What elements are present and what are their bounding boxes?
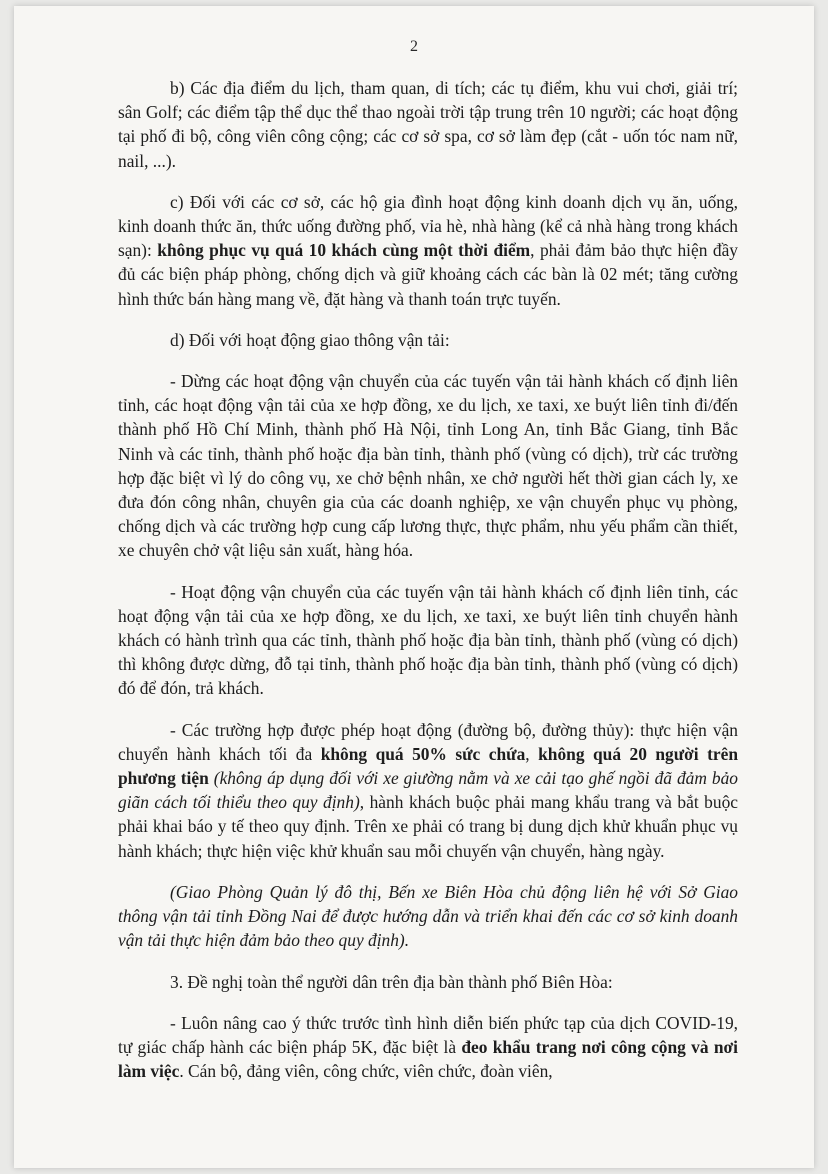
paragraph-d2: - Hoạt động vận chuyển của các tuyến vận tải hành khách cố định liên tỉnh, các hoạt động vận tải của xe hợp đồng, xe du lịch, xe taxi, xe buýt liên tỉnh chuyển hành khách có hành trình qua các tỉnh, thành phố hoặc địa bàn tỉnh, thành phố (vùng có dịch) thì không được dừng, đỗ tại tỉnh, thành phố hoặc địa bàn tỉnh, thành phố (vùng có dịch) đó để đón, trả khách. <box>118 581 738 699</box>
paragraph-c <box>118 190 738 311</box>
paragraph-d3-italic: (không áp dụng đối với xe giường nằm và xe cải tạo ghế ngồi đã đảm bảo giãn cách tối thiểu theo quy định) <box>118 768 738 813</box>
paragraph-d3-text: - Các trường hợp được phép hoạt động (đường bộ, đường thủy): thực hiện vận chuyển hành khách tối đa <box>118 719 738 764</box>
paragraph-d3 <box>118 718 738 863</box>
paragraph-d1: - Dừng các hoạt động vận chuyển của các tuyến vận tải hành khách cố định liên tỉnh, các hoạt động vận tải của xe hợp đồng, xe du lịch, xe taxi, xe buýt liên tỉnh đi/đến thành phố Hồ Chí Minh, thành phố Hà Nội, tỉnh Long An, tỉnh Bắc Giang, tỉnh Bắc Ninh và các tỉnh, thành phố hoặc địa bàn tỉnh, thành phố (vùng có dịch), trừ các trường hợp đặc biệt vì lý do công vụ, xe chở bệnh nhân, xe chở người hết thời gian cách ly, xe đưa đón công nhân, chuyên gia của các doanh nghiệp, xe vận chuyển phục vụ phòng, chống dịch và các trường hợp cung cấp lương thực, thực phẩm, nhu yếu phẩm cần thiết, xe chuyên chở vật liệu sản xuất, hàng hóa. <box>118 371 738 561</box>
paragraph-3a-text: - Luôn nâng cao ý thức trước tình hình diễn biến phức tạp của dịch COVID-19, tự giác chấp hành các biện pháp 5K, đặc biệt là <box>118 1012 738 1057</box>
paragraph-section-3: 3. Đề nghị toàn thể người dân trên địa bàn thành phố Biên Hòa: <box>170 971 613 992</box>
paragraph-3a-text-end: . Cán bộ, đảng viên, công chức, viên chức, đoàn viên, <box>179 1061 553 1082</box>
paragraph-d3-text-end: , hành khách buộc phải mang khẩu trang và bắt buộc phải khai báo y tế theo quy định. Trên xe phải có trang bị dung dịch khử khuẩn phục vụ hành khách; thực hiện việc khử khuẩn sau mỗi chuyến vận chuyển, hàng ngày. <box>118 792 738 861</box>
paragraph-d3-bold-2: không quá 20 người trên phương tiện <box>118 743 739 789</box>
document-body <box>118 76 738 1100</box>
paragraph-3a-bold: đeo khẩu trang nơi công cộng và nơi làm việc <box>118 1036 738 1082</box>
page-number: 2 <box>410 38 418 55</box>
document-page <box>14 6 814 1168</box>
paragraph-c-bold: không phục vụ quá 10 khách cùng một thời điểm <box>157 240 531 261</box>
paragraph-c-text-end: , phải đảm bảo thực hiện đầy đủ các biện pháp phòng, chống dịch và giữ khoảng cách các bàn là 02 mét; tăng cường hình thức bán hàng mang về, đặt hàng và thanh toán trực tuyến. <box>118 240 738 309</box>
paragraph-note <box>118 880 738 953</box>
paragraph-d3-bold-1: không quá 50% sức chứa <box>320 743 526 764</box>
paragraph-note-italic: (Giao Phòng Quản lý đô thị, Bến xe Biên Hòa chủ động liên hệ với Sở Giao thông vận tải tỉnh Đồng Nai để được hướng dẫn và triển khai đến các cơ sở kinh doanh vận tải thực hiện đảm bảo theo quy định). <box>118 881 738 951</box>
paragraph-d: d) Đối với hoạt động giao thông vận tải: <box>170 329 450 350</box>
paragraph-c-text: c) Đối với các cơ sở, các hộ gia đình hoạt động kinh doanh dịch vụ ăn, uống, kinh doanh thức ăn, thức uống đường phố, vỉa hè, nhà hàng (kể cả nhà hàng trong khách sạn): <box>118 191 738 261</box>
paragraph-d3-sep: , <box>525 743 539 764</box>
paragraph-b: b) Các địa điểm du lịch, tham quan, di tích; các tụ điểm, khu vui chơi, giải trí; sân Golf; các điểm tập thể dục thể thao ngoài trời tập trung trên 10 người; các hoạt động tại phố đi bộ, công viên công cộng; các cơ sở spa, cơ sở làm đẹp (cắt - uốn tóc nam nữ, nail, ...). <box>118 78 738 171</box>
paragraph-section-3a <box>118 1011 738 1084</box>
